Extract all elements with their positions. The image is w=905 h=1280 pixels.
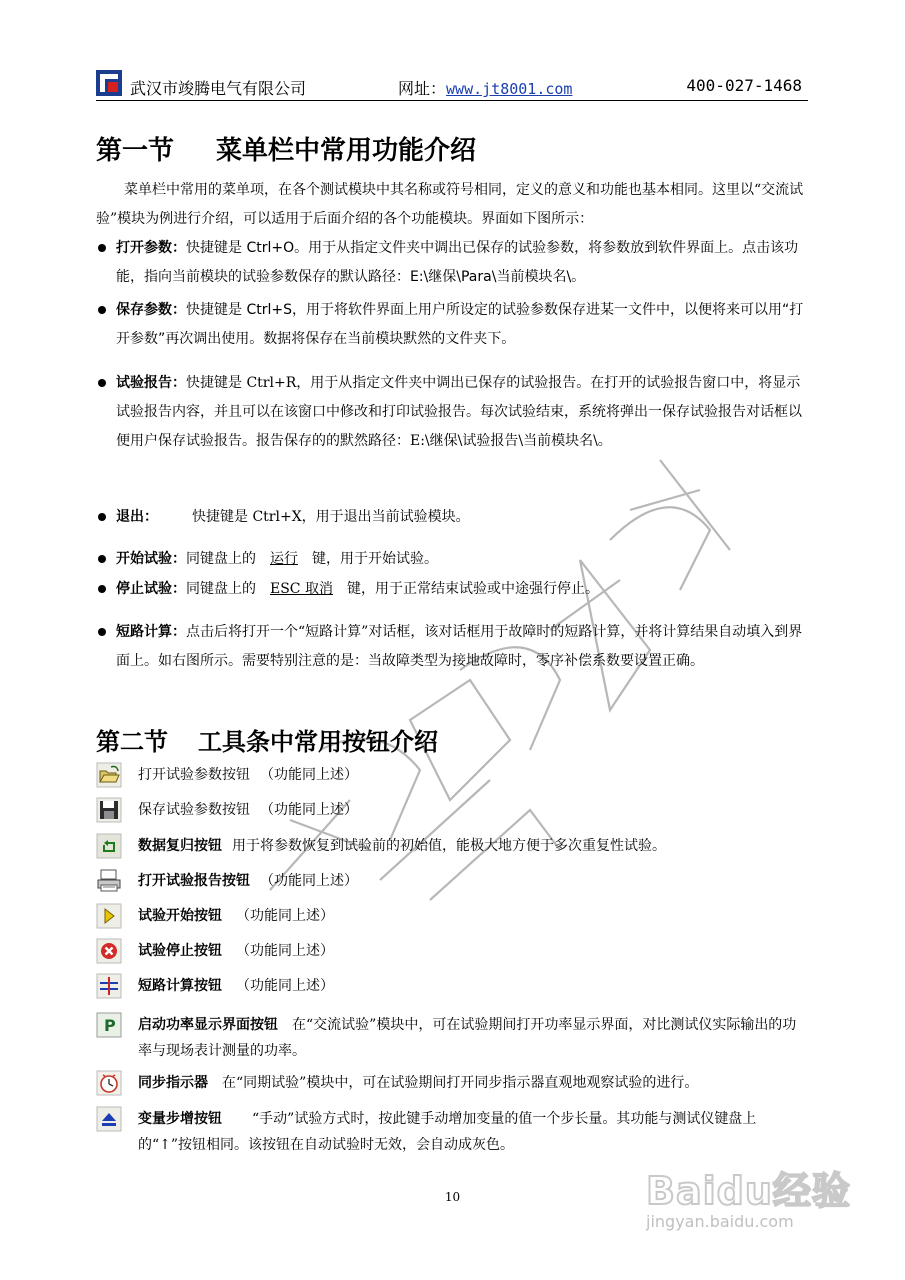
bullet-label: 打开参数： — [116, 240, 186, 256]
bullet-text: 快捷键是 Ctrl+R，用于从指定文件夹中调出已保存的试验报告。在打开的试验报告窗口中，将显示试验报告内容，并且可以在该窗口中修改和打印试验报告。每次试验结束，系统将弹出一保存试验报告对话框以便用户保存试验报告。报告保存的的默然路径：E:\继保\试验报告\当前模块名\。 — [116, 375, 802, 449]
tool-label: 打开试验报告按钮 — [138, 873, 250, 889]
tool-desc: （功能同上述） — [260, 873, 358, 889]
tool-label: 试验开始按钮 — [138, 908, 222, 924]
bullet-label: 保存参数： — [116, 302, 186, 318]
bullet-label: 退出： — [116, 509, 158, 525]
bullet-dot — [98, 628, 106, 636]
bullet-text: 同键盘上的 — [186, 551, 256, 567]
bullet-text-post: 键，用于正常结束试验或中途强行停止。 — [346, 581, 599, 597]
tool-label: 打开试验参数按钮 — [138, 767, 250, 783]
bullet-dot — [98, 555, 106, 563]
phone-number: 400-027-1468 — [686, 76, 802, 95]
tool-desc: （功能同上述） — [236, 978, 334, 994]
section2-heading — [96, 722, 438, 757]
tool-label: 试验停止按钮 — [138, 943, 222, 959]
page-number: 10 — [444, 1190, 461, 1204]
section1-heading — [96, 130, 476, 167]
step-up-icon[interactable] — [96, 1106, 122, 1132]
short-circuit-icon[interactable] — [96, 973, 122, 999]
tool-label: 启动功率显示界面按钮 — [138, 1017, 278, 1033]
bullet-label: 开始试验： — [116, 551, 186, 567]
section1-title: 菜单栏中常用功能介绍 — [216, 136, 477, 166]
play-triangle-icon[interactable] — [96, 903, 122, 929]
printer-icon[interactable] — [96, 868, 122, 894]
tool-desc: （功能同上述） — [260, 767, 358, 783]
section2-number: 第二节 — [96, 728, 168, 756]
bullet-dot — [98, 379, 106, 387]
tool-desc: 在“同期试验”模块中，可在试验期间打开同步指示器直观地观察试验的进行。 — [222, 1075, 699, 1091]
bullet-text: 同键盘上的 — [186, 581, 256, 597]
undo-arrow-icon[interactable] — [96, 833, 122, 859]
company-logo-icon — [96, 70, 122, 96]
section2-title: 工具条中常用按钮介绍 — [198, 728, 438, 756]
key-run: 运行 — [270, 551, 298, 567]
clock-indicator-icon[interactable] — [96, 1070, 122, 1096]
bullet-label: 试验报告： — [116, 375, 186, 391]
page-header — [96, 68, 808, 101]
baidu-watermark — [646, 1150, 876, 1240]
tool-label: 同步指示器 — [138, 1075, 208, 1091]
diagonal-watermark — [230, 420, 750, 940]
tool-desc: （功能同上述） — [260, 802, 358, 818]
section1-intro: 菜单栏中常用的菜单项，在各个测试模块中其名称或符号相同，定义的意义和功能也基本相同。这里以“交流试验”模块为例进行介绍，可以适用于后面介绍的各个功能模块。界面如下图所示： — [96, 182, 804, 227]
bullet-label: 短路计算： — [116, 624, 186, 640]
baidu-logo-text: Baidu经验 — [646, 1169, 851, 1213]
bullet-dot — [98, 306, 106, 314]
bullet-text-post: 键，用于开始试验。 — [312, 551, 438, 567]
bullet-dot — [98, 513, 106, 521]
bullet-text: 点击后将打开一个“短路计算”对话框，该对话框用于故障时的短路计算，并将计算结果自动填入到界面上。如右图所示。需要特别注意的是：当故障类型为接地故障时，零序补偿系数要设置正确。 — [116, 624, 803, 669]
website-label: 网址： — [398, 79, 447, 98]
section1-number: 第一节 — [96, 136, 175, 166]
bullet-label: 停止试验： — [116, 581, 186, 597]
tool-label: 变量步增按钮 — [138, 1111, 222, 1127]
bullet-text: 快捷键是 Ctrl+S，用于将软件界面上用户所设定的试验参数保存进某一文件中，以便将来可以用“打开参数”再次调出使用。数据将保存在当前模块默然的文件夹下。 — [116, 302, 804, 347]
bullet-text: 快捷键是 Ctrl+X，用于退出当前试验模块。 — [192, 509, 470, 525]
bullet-dot — [98, 585, 106, 593]
tool-label: 短路计算按钮 — [138, 978, 222, 994]
open-folder-icon[interactable] — [96, 762, 122, 788]
bullet-text: 快捷键是 Ctrl+O。用于从指定文件夹中调出已保存的试验参数，将参数放到软件界面上。点击该功能，指向当前模块的试验参数保存的默认路径：E:\继保\Para\当前模块名\。 — [116, 240, 799, 285]
bullet-dot — [98, 244, 106, 252]
floppy-disk-icon[interactable] — [96, 797, 122, 823]
tool-desc: “手动”试验方式时，按此键手动增加变量的值一个步长量。其功能与测试仪键盘上的“↑”按钮相同。该按钮在自动试验时无效，会自动成灰色。 — [138, 1111, 757, 1153]
baidu-url: jingyan.baidu.com — [646, 1212, 794, 1231]
stop-x-icon[interactable] — [96, 938, 122, 964]
website — [398, 76, 572, 99]
tool-label: 保存试验参数按钮 — [138, 802, 250, 818]
company-name: 武汉市竣腾电气有限公司 — [130, 79, 307, 98]
website-link[interactable]: www.jt8001.com — [446, 80, 573, 98]
key-esc: ESC 取消 — [270, 581, 333, 597]
tool-desc: （功能同上述） — [236, 908, 334, 924]
tool-label: 数据复归按钮 — [138, 838, 222, 854]
tool-desc: 在“交流试验”模块中，可在试验期间打开功率显示界面，对比测试仪实际输出的功率与现场表计测量的功率。 — [138, 1017, 797, 1059]
svg-text:P: P — [104, 1016, 116, 1035]
tool-desc: 用于将参数恢复到试验前的初始值，能极大地方便于多次重复性试验。 — [232, 838, 666, 854]
p-letter-icon[interactable] — [96, 1012, 122, 1038]
tool-desc: （功能同上述） — [236, 943, 334, 959]
